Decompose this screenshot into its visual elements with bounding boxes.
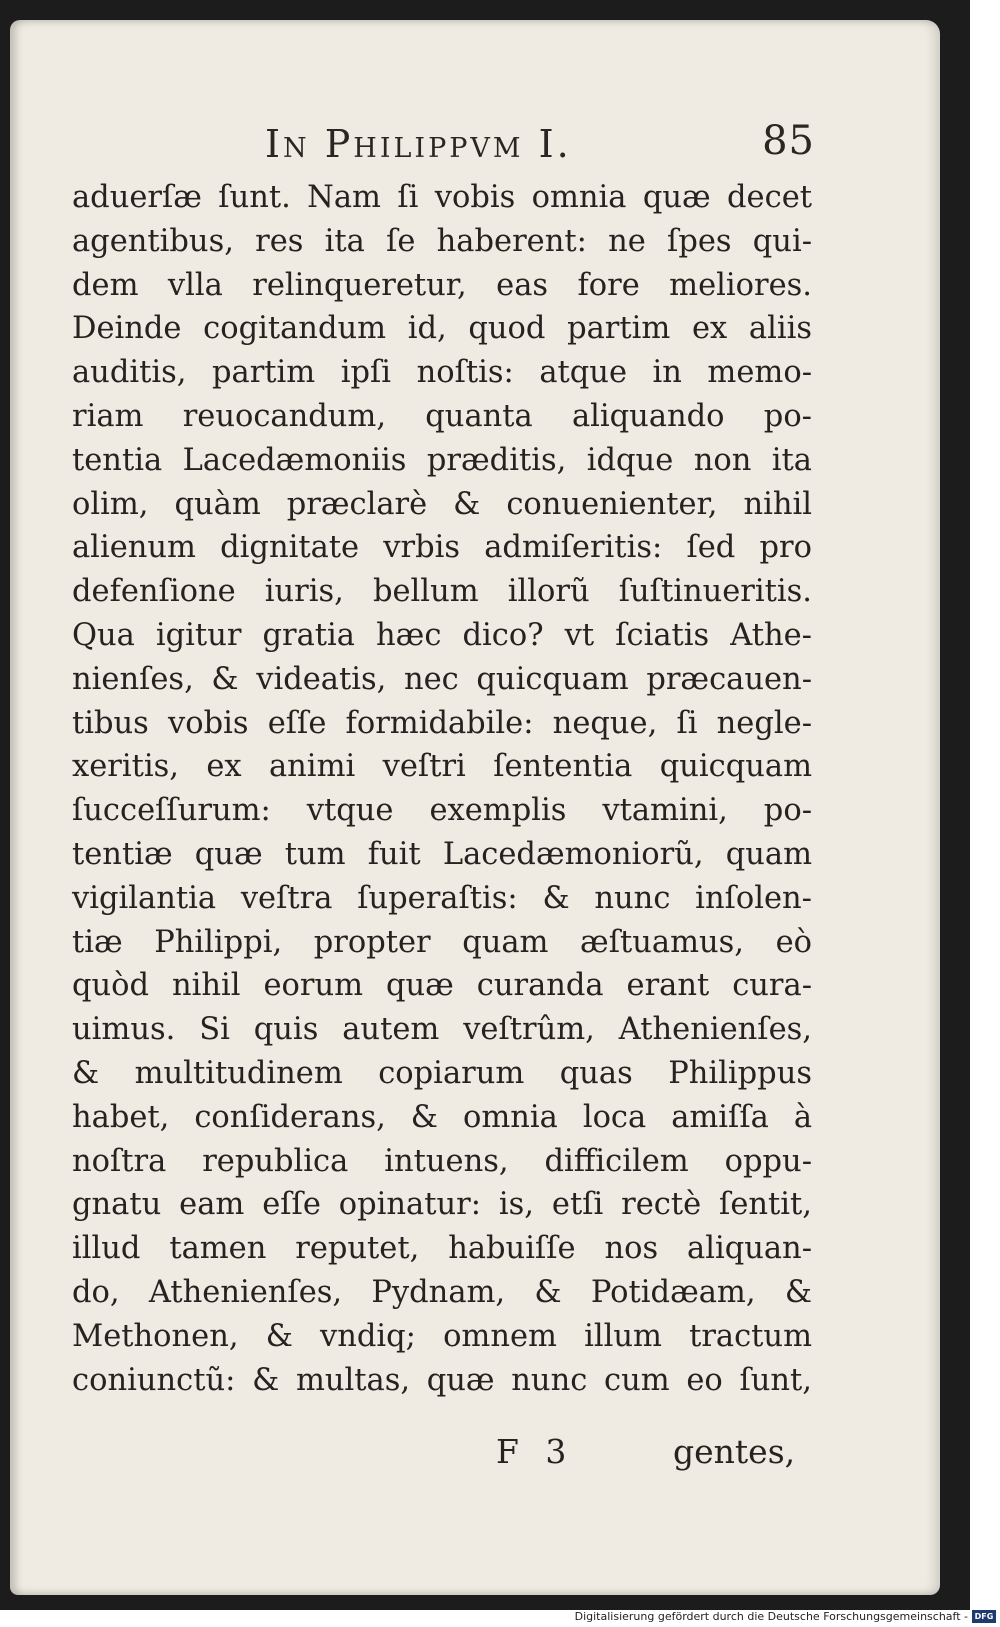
catchword: gentes,	[673, 1432, 796, 1471]
text-line: olim, quàm præclarè & conuenienter, nihil	[72, 486, 812, 522]
dfg-logo: DFG	[972, 1610, 996, 1623]
text-line: alienum dignitate vrbis admiſeritis: ſed pro	[72, 530, 812, 566]
text-line: Deinde cogitandum id, quod partim ex aliis	[72, 311, 812, 347]
running-head	[265, 116, 815, 166]
text-line: tiæ Philippi, propter quam æſtuamus, eò	[72, 924, 812, 960]
text-line: tentiæ quæ tum fuit Lacedæmoniorũ, quam	[72, 836, 812, 872]
text-line: riam reuocandum, quanta aliquando po-	[72, 398, 812, 434]
text-line: quòd nihil eorum quæ curanda erant cura-	[72, 968, 812, 1004]
text-line: uimus. Si quis autem veſtrûm, Athenienſes,	[72, 1012, 812, 1048]
text-line: ſucceſſurum: vtque exemplis vtamini, po-	[72, 793, 812, 829]
text-line: dem vlla relinqueretur, eas fore meliores.	[72, 267, 812, 303]
text-line: xeritis, ex animi veſtri ſententia quicquam	[72, 749, 812, 785]
text-line: noſtra republica intuens, difficilem oppu-	[72, 1143, 812, 1179]
text-line: Qua igitur gratia hæc dico? vt ſciatis Athe-	[72, 617, 812, 653]
text-line: gnatu eam eſſe opinatur: is, etſi rectè ſentit,	[72, 1187, 812, 1223]
text-line: defenſione iuris, bellum illorũ ſuſtinueritis.	[72, 574, 812, 610]
text-line: vigilantia veſtra ſuperaſtis: & nunc inſolen-	[72, 880, 812, 916]
text-line: tibus vobis eſſe formidabile: neque, ſi negle-	[72, 705, 812, 741]
text-line: agentibus, res ita ſe haberent: ne ſpes qui-	[72, 223, 812, 259]
body-text	[72, 176, 812, 1402]
digitization-credit: Digitalisierung gefördert durch die Deutsche Forschungsgemeinschaft -	[574, 1610, 968, 1623]
text-line: illud tamen reputet, habuiſſe nos aliquan-	[72, 1231, 812, 1267]
signature-mark: F 3	[496, 1432, 575, 1471]
text-line: & multitudinem copiarum quas Philippus	[72, 1055, 812, 1091]
text-line: aduerſæ ſunt. Nam ſi vobis omnia quæ decet	[72, 180, 812, 215]
text-line: coniunctũ: & multas, quæ nunc cum eo ſunt,	[72, 1362, 812, 1398]
running-title: In Philippvm I.	[265, 122, 572, 166]
text-line: tentia Lacedæmoniis præditis, idque non ita	[72, 442, 812, 478]
text-line: auditis, partim ipſi noſtis: atque in memo-	[72, 355, 812, 391]
text-line: Methonen, & vndiq; omnem illum tractum	[72, 1318, 812, 1354]
page-number: 85	[762, 118, 815, 164]
page-footer	[10, 1432, 810, 1482]
text-line: habet, conſiderans, & omnia loca amiſſa à	[72, 1099, 812, 1135]
book-page	[10, 20, 940, 1595]
text-line: do, Athenienſes, Pydnam, & Potidæam, &	[72, 1274, 812, 1310]
text-line: nienſes, & videatis, nec quicquam præcauen-	[72, 661, 812, 697]
